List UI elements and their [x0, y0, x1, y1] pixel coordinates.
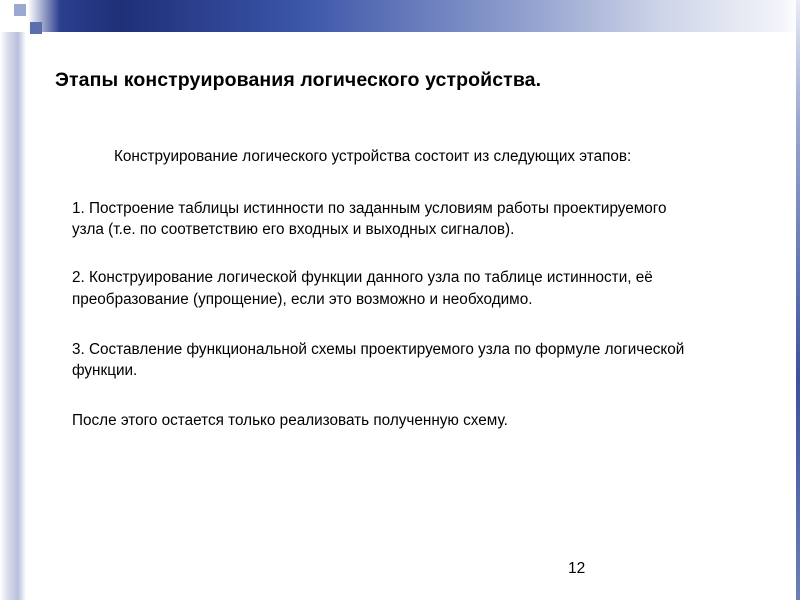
slide-body — [72, 146, 696, 432]
top-decorative-band — [0, 0, 800, 32]
paragraph-closing: После этого остается только реализовать полученную схему. — [72, 412, 508, 430]
paragraph-step-1: 1. Построение таблицы истинности по заданным условиям работы проектируемого узла (т.е. по соответствию его входных и выходных сигналов). — [72, 199, 667, 239]
page-number: 12 — [568, 560, 586, 577]
right-decorative-bar — [796, 0, 800, 600]
paragraph-step-2: 2. Конструирование логической функции данного узла по таблице истинности, её преобразование (упрощение), если это возможно и необходимо. — [72, 269, 653, 308]
slide-title: Этапы конструирования логического устройства. — [55, 69, 542, 92]
decorative-square-2 — [30, 22, 42, 34]
left-decorative-bar — [0, 32, 26, 600]
paragraph-intro: Конструирование логического устройства состоит из следующих этапов: — [114, 148, 632, 165]
paragraph-step-3: 3. Составление функциональной схемы проектируемого узла по формуле логической функции. — [72, 340, 685, 380]
decorative-square-1 — [14, 4, 26, 16]
